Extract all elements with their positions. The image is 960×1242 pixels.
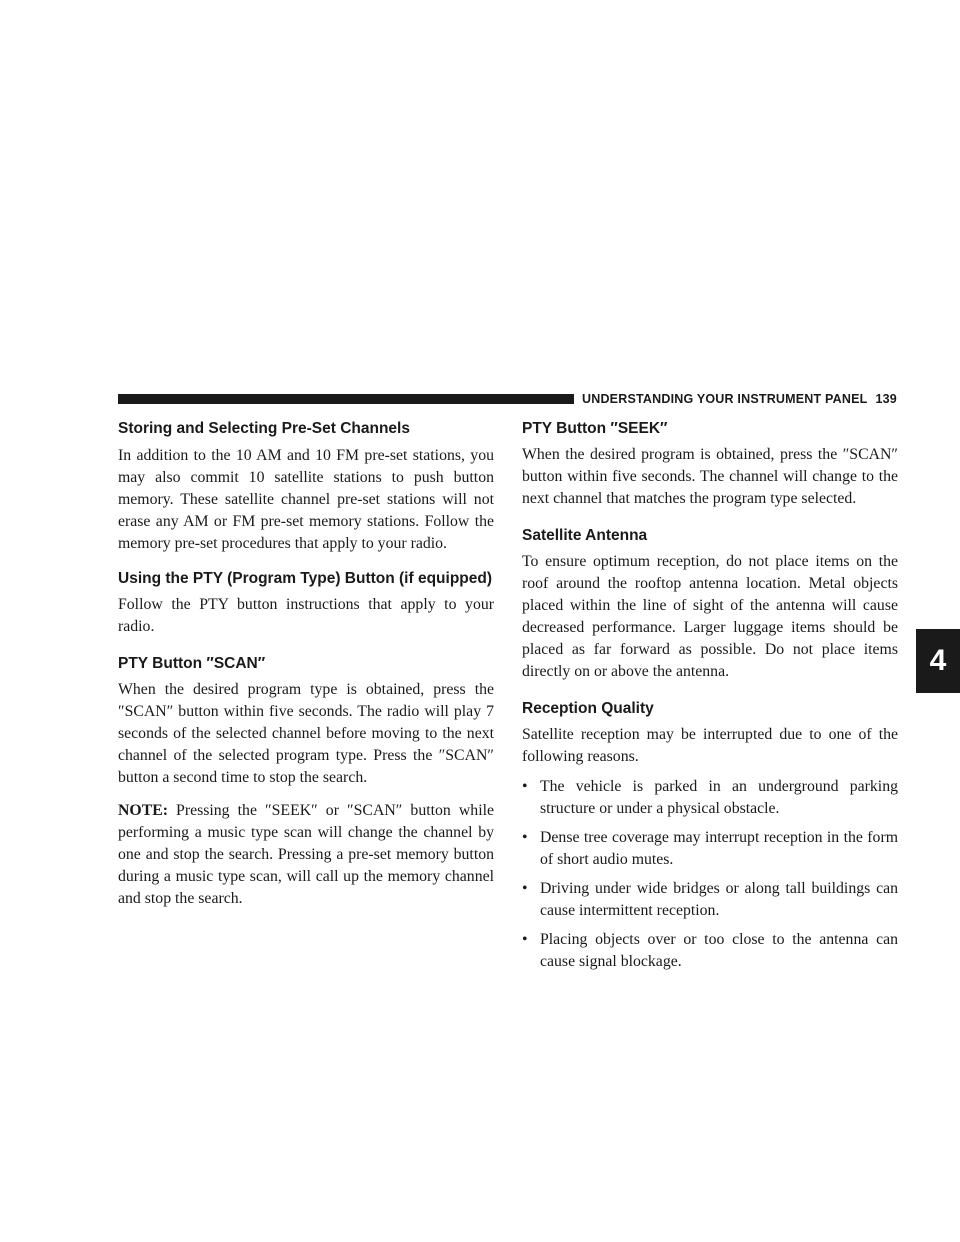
bullet-icon: • <box>522 829 528 846</box>
list-item-text: The vehicle is parked in an underground parking structure or under a physical obstacle. <box>540 778 898 817</box>
section-heading-pty-seek: PTY Button ″SEEK″ <box>522 420 668 437</box>
bullet-icon: • <box>522 778 528 795</box>
preset-channels-paragraph: In addition to the 10 AM and 10 FM pre-set stations, you may also commit 10 satellite stations to push button memory. These satellite channel pre-set stations will not erase any AM or FM pre-set memory stations. Follow the memory pre-set procedures that apply to your radio. <box>118 447 494 552</box>
list-item <box>522 929 898 973</box>
header-rule <box>118 394 574 404</box>
list-item-text: Driving under wide bridges or along tall buildings can cause intermittent reception. <box>540 880 898 919</box>
chapter-tab: 4 <box>916 629 960 693</box>
note-text: Pressing the ″SEEK″ or ″SCAN″ button while performing a music type scan will change the channel by one and stop the search. Pressing a pre-set memory button during a music type scan, will call up the memory channel and stop the search. <box>118 802 494 907</box>
reception-quality-paragraph: Satellite reception may be interrupted due to one of the following reasons. <box>522 726 898 765</box>
list-item <box>522 776 898 820</box>
page-number: 139 <box>875 392 897 406</box>
section-heading-pty-button: Using the PTY (Program Type) Button (if equipped) <box>118 570 493 587</box>
pty-seek-paragraph: When the desired program is obtained, press the ″SCAN″ button within five seconds. The channel will change to the next channel that matches the program type selected. <box>522 446 898 507</box>
pty-scan-paragraph: When the desired program type is obtained, press the ″SCAN″ button within five seconds. The radio will play 7 seconds of the selected channel before moving to the next channel of the selected program type. Press the ″SCAN″ button a second time to stop the search. <box>118 681 494 786</box>
list-item-text: Placing objects over or too close to the antenna can cause signal blockage. <box>540 931 898 970</box>
running-header <box>582 391 902 407</box>
section-heading-reception-quality: Reception Quality <box>522 700 654 717</box>
bullet-icon: • <box>522 880 528 897</box>
note-paragraph <box>118 800 494 910</box>
section-heading-satellite-antenna: Satellite Antenna <box>522 527 648 544</box>
pty-button-paragraph: Follow the PTY button instructions that apply to your radio. <box>118 596 494 635</box>
list-item <box>522 827 898 871</box>
left-column <box>118 420 494 910</box>
list-item <box>522 878 898 922</box>
bullet-icon: • <box>522 931 528 948</box>
section-heading-preset-channels: Storing and Selecting Pre-Set Channels <box>118 420 410 437</box>
section-title: UNDERSTANDING YOUR INSTRUMENT PANEL <box>582 392 868 406</box>
note-label: NOTE: <box>118 802 169 819</box>
right-column <box>522 420 898 973</box>
satellite-antenna-paragraph: To ensure optimum reception, do not place items on the roof around the rooftop antenna location. Metal objects placed within the line of sight of the antenna will cause decreased performance. Larger luggage items should be placed as far forward as possible. Do not place items directly on or above the antenna. <box>522 553 898 680</box>
list-item-text: Dense tree coverage may interrupt reception in the form of short audio mutes. <box>540 829 898 868</box>
section-heading-pty-scan: PTY Button ″SCAN″ <box>118 655 266 672</box>
